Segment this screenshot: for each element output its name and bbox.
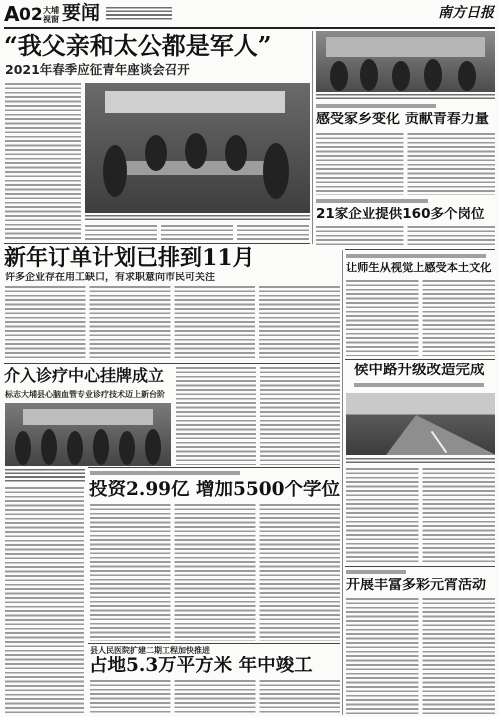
person-figure — [330, 61, 348, 91]
section-rule — [345, 566, 495, 567]
page-meta-lines — [106, 7, 172, 21]
jobs-fair-headline: 21家企业提供160多个岗位 — [316, 207, 485, 222]
person-figure — [67, 431, 83, 465]
school-kicker — [90, 471, 240, 475]
road-surface — [386, 415, 495, 455]
interventional-photo — [5, 403, 171, 466]
art-exhibit-kicker — [346, 254, 486, 258]
section-letter: A — [4, 2, 20, 26]
orders-headline: 新年订单计划已排到11月 — [4, 246, 255, 271]
header-rule — [4, 27, 495, 29]
person-figure — [15, 431, 31, 465]
column-divider — [342, 250, 343, 715]
students-photo-caption — [316, 94, 495, 100]
person-figure — [93, 429, 109, 465]
school-headline: 投资2.99亿 增加5500个学位 — [89, 480, 340, 500]
person-figure — [145, 135, 167, 171]
art-exhibit-body — [346, 280, 495, 356]
edition-line-2: 视窗 — [43, 15, 59, 24]
section-rule — [88, 643, 340, 644]
section-rule — [4, 363, 340, 364]
road-subline — [354, 383, 484, 387]
section-rule — [345, 249, 495, 250]
hospital-kicker: 县人民医院扩建二期工程加快推进 — [90, 646, 210, 655]
interventional-body-right — [176, 367, 340, 465]
hospital-headline: 占地5.3万平方米 年中竣工 — [89, 656, 313, 676]
road-photo — [346, 393, 495, 455]
interventional-body-left — [5, 487, 84, 715]
students-body — [316, 133, 495, 195]
page-number: 02 — [19, 5, 43, 25]
edition-line-1: 大埔 — [43, 6, 59, 15]
section-title: 要闻 — [62, 2, 101, 24]
conscripts-body-bottom — [85, 225, 310, 240]
orders-subhead: 许多企业存在用工缺口，有求职意向市民可关注 — [5, 272, 215, 283]
conscripts-subhead: 2021年春季应征青年座谈会召开 — [5, 63, 190, 77]
stage-backdrop — [326, 37, 485, 57]
conscripts-photo-caption — [85, 215, 310, 222]
students-headline: 感受家乡变化 贡献青春力量 — [316, 112, 489, 127]
person-figure — [41, 429, 57, 465]
conscripts-headline: “我父亲和太公都是军人” — [4, 33, 272, 60]
interventional-photo-caption — [5, 469, 85, 483]
person-figure — [263, 143, 289, 199]
hospital-body — [90, 680, 340, 715]
jobs-fair-kicker — [316, 199, 428, 203]
road-body — [346, 468, 495, 563]
section-rule — [4, 243, 310, 244]
orders-body — [5, 286, 340, 360]
school-body — [90, 504, 340, 641]
interventional-headline: 介入诊疗中心挂牌成立 — [4, 367, 165, 385]
section-rule — [88, 467, 340, 468]
person-figure — [103, 145, 127, 197]
lantern-kicker — [346, 570, 406, 574]
person-figure — [360, 59, 378, 91]
lantern-body — [346, 598, 495, 715]
person-figure — [392, 61, 410, 91]
ceremony-banner — [23, 409, 153, 425]
person-figure — [145, 429, 161, 465]
person-figure — [424, 59, 442, 91]
students-photo — [316, 31, 495, 92]
students-kicker — [316, 104, 436, 108]
person-figure — [458, 61, 476, 91]
art-exhibit-headline: 让师生从视觉上感受本土文化 — [346, 262, 492, 274]
person-figure — [185, 133, 207, 169]
conscripts-body-left — [5, 83, 81, 241]
conscripts-photo — [85, 83, 310, 213]
road-headline: 侯中路升级改造完成 — [354, 363, 485, 378]
jobs-fair-body — [316, 226, 495, 245]
interventional-subhead: 标志大埔县心脑血管专业诊疗技术迈上新台阶 — [5, 390, 165, 399]
person-figure — [225, 135, 247, 171]
person-figure — [119, 431, 135, 465]
column-divider — [312, 31, 313, 244]
meeting-banner — [105, 91, 285, 113]
road-photo-caption — [346, 458, 495, 464]
section-rule — [345, 359, 495, 360]
edition-name — [43, 6, 59, 24]
lantern-headline: 开展丰富多彩元宵活动 — [346, 578, 486, 593]
newspaper-logo: 南方日报 — [438, 5, 494, 21]
